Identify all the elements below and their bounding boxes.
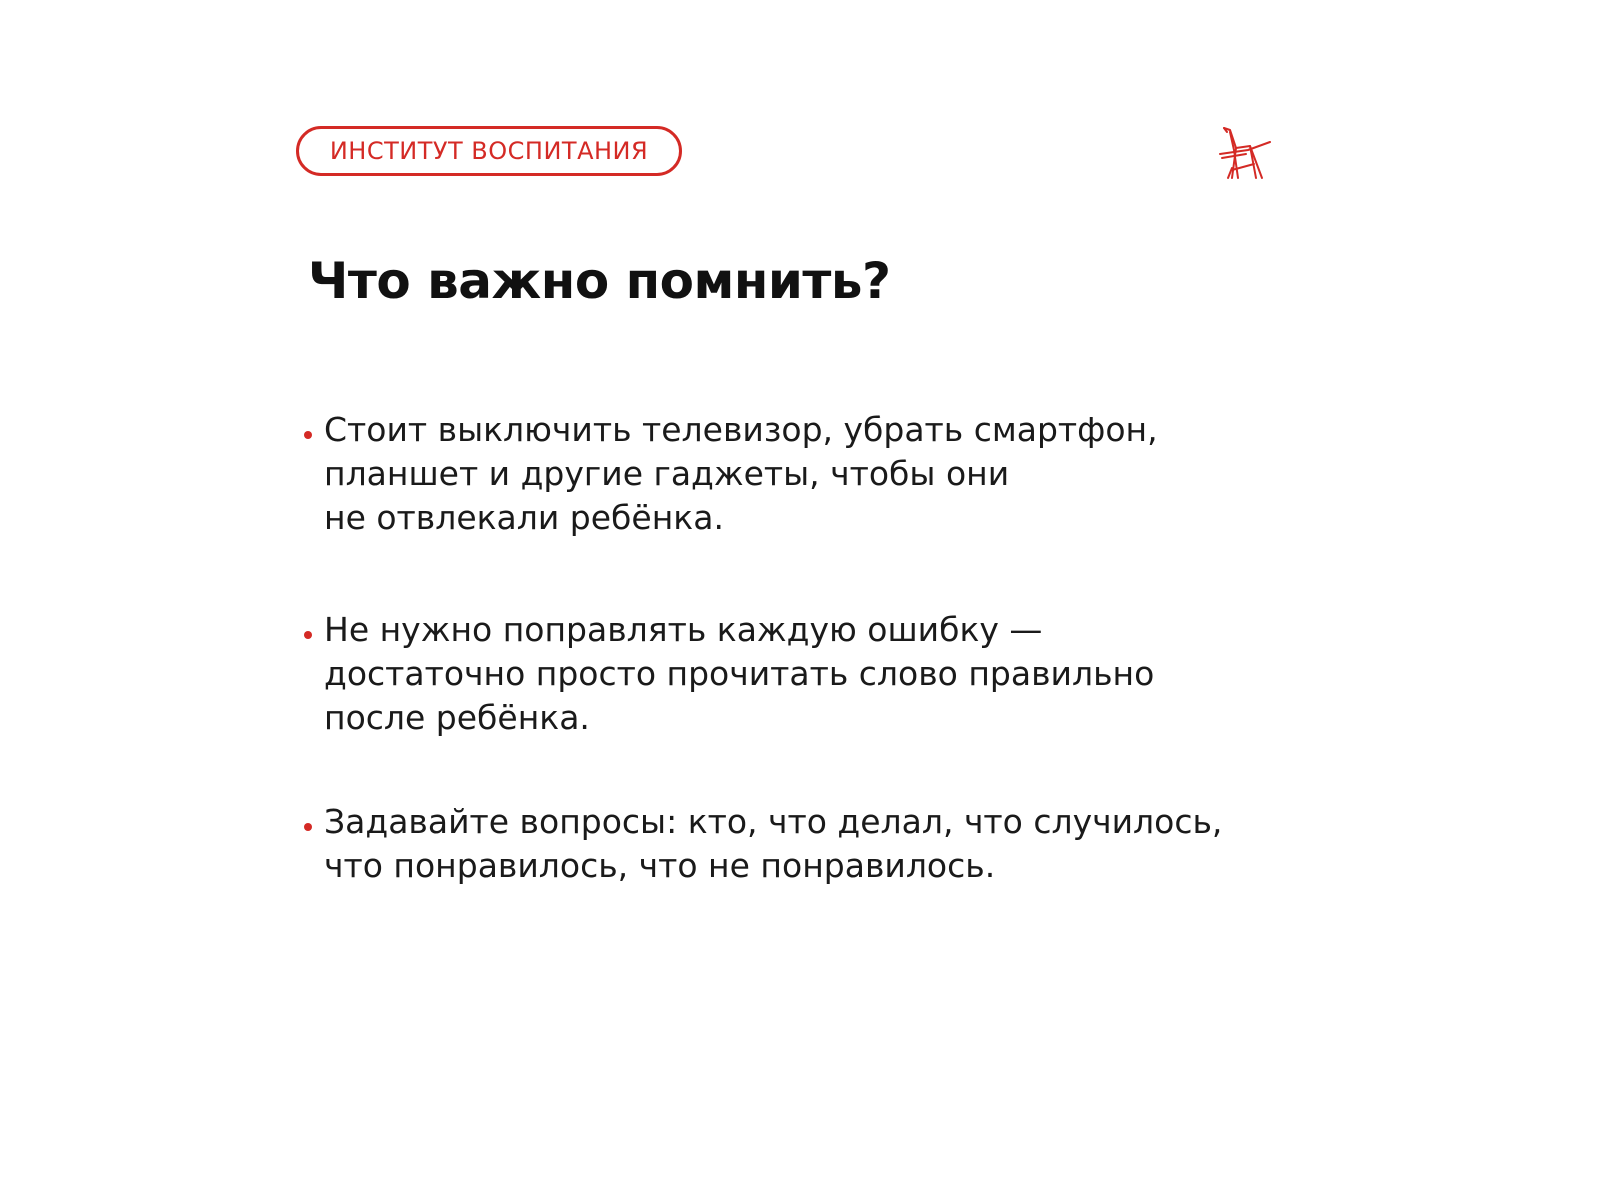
bullet-text <box>324 608 1154 740</box>
bullet-line: планшет и другие гаджеты, чтобы они <box>324 454 1010 493</box>
horse-chair-logo-icon <box>1210 120 1280 190</box>
bullet-line: что понравилось, что не понравилось. <box>324 846 996 885</box>
page-title: Что важно помнить? <box>308 252 891 310</box>
bullet-text <box>324 408 1158 540</box>
bullet-line: не отвлекали ребёнка. <box>324 498 724 537</box>
bullet-item <box>304 800 1364 888</box>
bullet-line: Не нужно поправлять каждую ошибку — <box>324 610 1043 649</box>
brand-badge <box>296 126 682 176</box>
bullet-dot-icon <box>304 631 312 639</box>
bullet-item <box>304 408 1364 540</box>
brand-badge-label: ИНСТИТУТ ВОСПИТАНИЯ <box>329 137 649 165</box>
bullet-line: Стоит выключить телевизор, убрать смартфон, <box>324 410 1158 449</box>
bullet-item <box>304 608 1364 740</box>
bullet-dot-icon <box>304 823 312 831</box>
bullet-line: Задавайте вопросы: кто, что делал, что случилось, <box>324 802 1223 841</box>
bullet-line: после ребёнка. <box>324 698 590 737</box>
bullet-dot-icon <box>304 431 312 439</box>
bullet-line: достаточно просто прочитать слово правильно <box>324 654 1155 693</box>
bullet-text <box>324 800 1222 888</box>
